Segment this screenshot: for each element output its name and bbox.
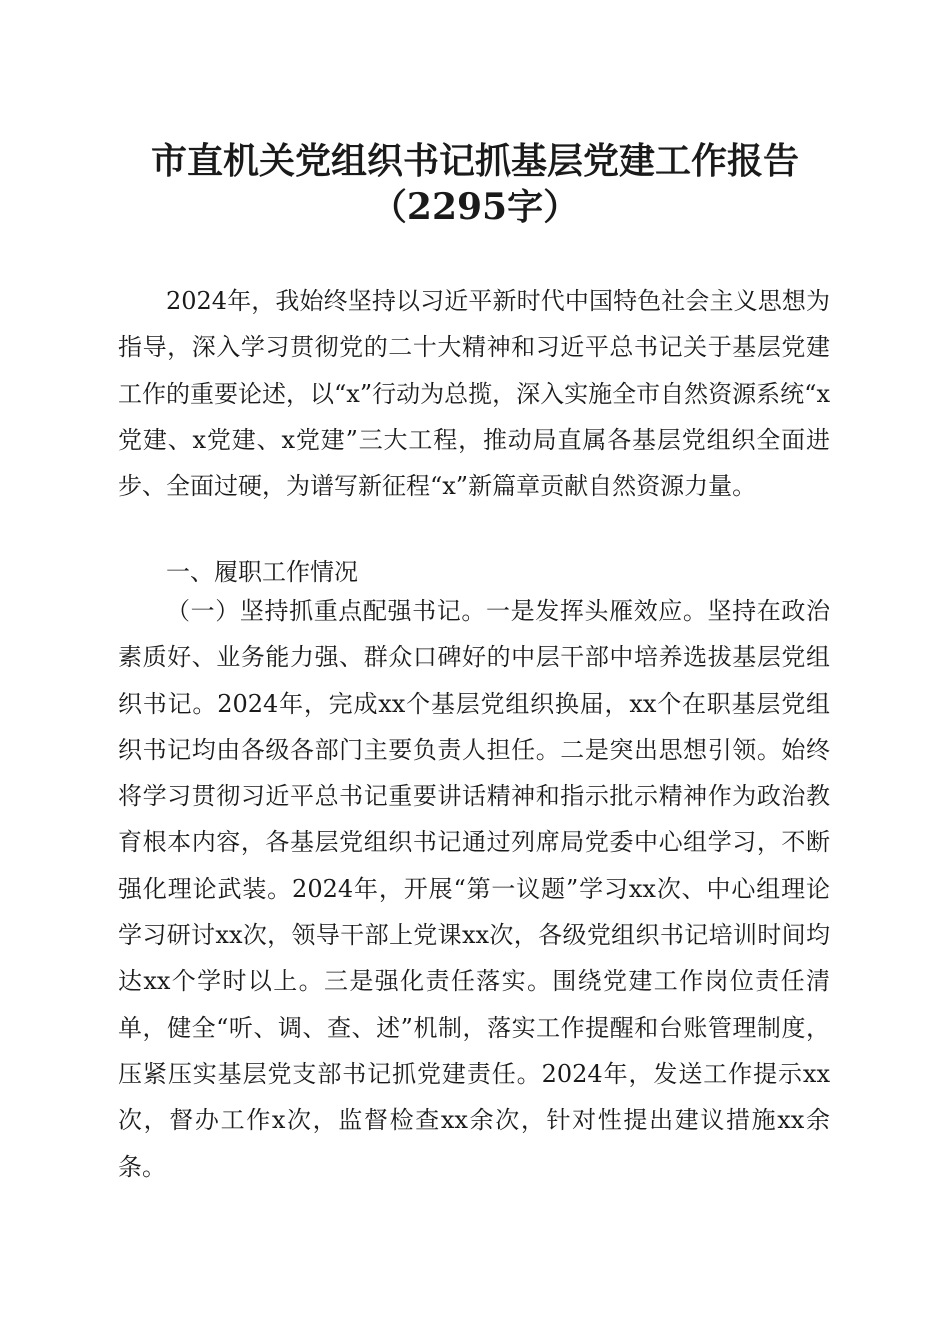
intro-paragraph: 2024年，我始终坚持以习近平新时代中国特色社会主义思想为指导，深入学习贯彻党的二十大精神和习近平总书记关于基层党建工作的重要论述，以“x”行动为总揽，深入实施全市自然资源系统“x党建、x党建、x党建”三大工程，推动局直属各基层党组织全面进步、全面过硬，为谱写新征程“x”新篇章贡献自然资源力量。 bbox=[118, 287, 830, 501]
document-title: 市直机关党组织书记抓基层党建工作报告 bbox=[150, 140, 799, 182]
section-paragraph: （一）坚持抓重点配强书记。一是发挥头雁效应。坚持在政治素质好、业务能力强、群众口碑好的中层干部中培养选拔基层党组织书记。2024年，完成xx个基层党组织换届，xx个在职基层党组织书记均由各级各部门主要负责人担任。二是突出思想引领。始终将学习贯彻习近平总书记重要讲话精神和指示批示精神作为政治教育根本内容，各基层党组织书记通过列席局党委中心组学习，不断强化理论武装。2024年，开展“第一议题”学习xx次、中心组理论学习研讨xx次，领导干部上党课xx次，各级党组织书记培训时间均达xx个学时以上。三是强化责任落实。围绕党建工作岗位责任清单，健全“听、调、查、述”机制，落实工作提醒和台账管理制度，压紧压实基层党支部书记抓党建责任。2024年，发送工作提示xx次，督办工作x次，监督检查xx余次，针对性提出建议措施xx余条。 bbox=[118, 597, 830, 1181]
section-heading: 一、履职工作情况 bbox=[166, 558, 358, 586]
document-subtitle: （2295字） bbox=[370, 186, 580, 228]
